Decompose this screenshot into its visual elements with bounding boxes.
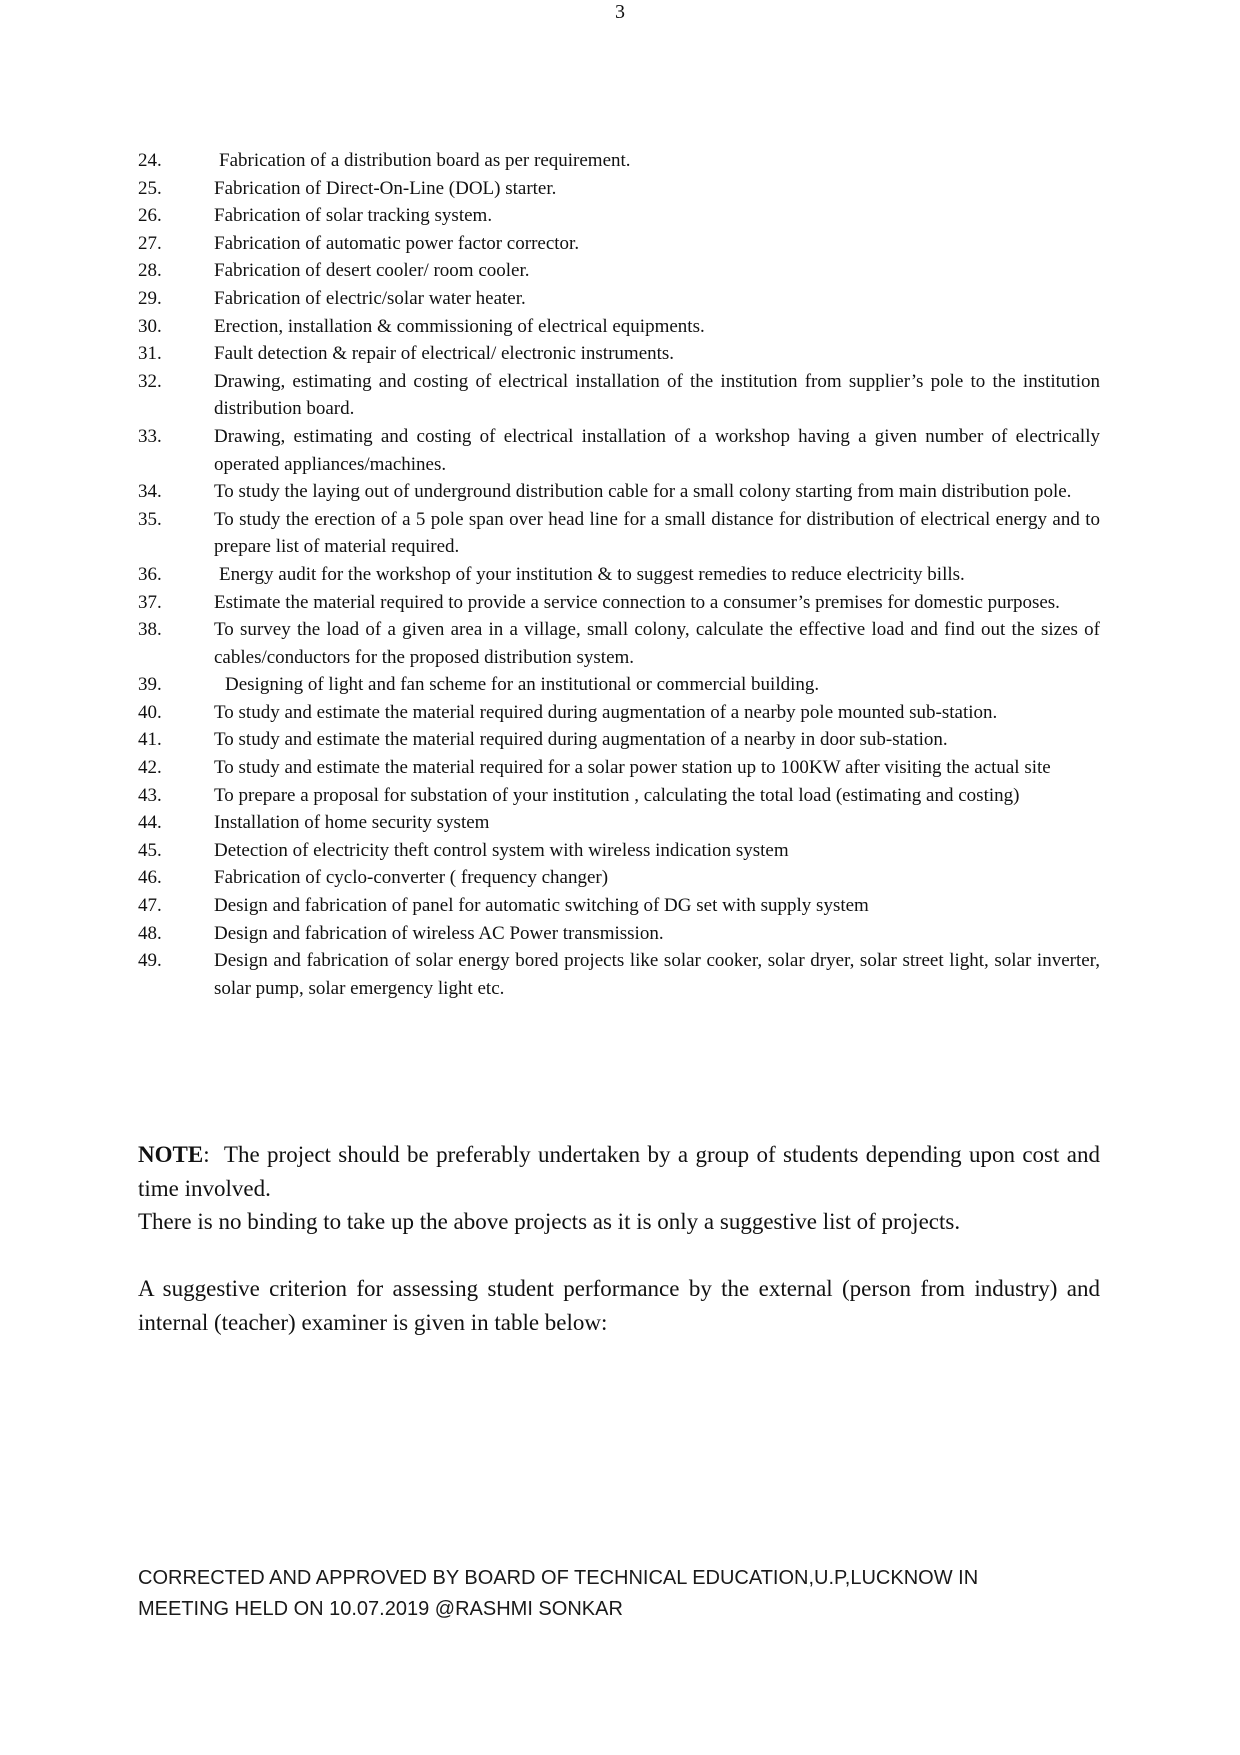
list-item xyxy=(138,864,1100,892)
list-item xyxy=(138,230,1100,258)
list-item xyxy=(138,782,1100,810)
list-item xyxy=(138,285,1100,313)
item-number: 28. xyxy=(138,260,162,282)
item-text: Design and fabrication of wireless AC Power transmission. xyxy=(214,922,664,944)
list-item xyxy=(138,561,1100,589)
item-number: 45. xyxy=(138,839,162,861)
item-number: 24. xyxy=(138,150,162,171)
item-text: Design and fabrication of panel for automatic switching of DG set with supply system xyxy=(214,895,869,917)
item-text: To study and estimate the material required during augmentation of a nearby in door sub-station. xyxy=(214,729,948,751)
list-item xyxy=(138,175,1100,203)
list-item xyxy=(138,257,1100,285)
list-item xyxy=(138,892,1100,920)
item-text: To prepare a proposal for substation of your institution , calculating the total load (estimating and costing) xyxy=(214,784,1020,806)
list-item xyxy=(138,726,1100,754)
footer-line: CORRECTED AND APPROVED BY BOARD OF TECHNICAL EDUCATION,U.P,LUCKNOW IN xyxy=(138,1567,979,1589)
item-text: Fabrication of Direct-On-Line (DOL) starter. xyxy=(214,177,557,199)
list-item xyxy=(138,754,1100,782)
item-text: Fabrication of electric/solar water heater. xyxy=(214,287,526,309)
item-number: 46. xyxy=(138,867,162,889)
item-text: To study the laying out of underground distribution cable for a small colony starting from main distribution pole. xyxy=(214,481,1072,503)
item-number: 43. xyxy=(138,784,162,806)
item-text: Installation of home security system xyxy=(214,812,490,834)
list-item xyxy=(138,809,1100,837)
list-item xyxy=(138,423,1100,478)
list-item xyxy=(138,699,1100,727)
item-text: Detection of electricity theft control system with wireless indication system xyxy=(214,839,789,861)
footer xyxy=(138,1563,1038,1625)
item-number: 36. xyxy=(138,563,162,585)
list-item xyxy=(138,671,1100,699)
item-number: 30. xyxy=(138,315,162,337)
item-text: To study and estimate the material required during augmentation of a nearby pole mounted sub-station. xyxy=(214,701,998,723)
list-item xyxy=(138,589,1100,617)
item-text: Fabrication of desert cooler/ room cooler. xyxy=(214,260,530,282)
item-number: 33. xyxy=(138,425,162,447)
item-number: 34. xyxy=(138,481,162,503)
list-item xyxy=(138,313,1100,341)
item-text: Fabrication of automatic power factor corrector. xyxy=(214,232,580,254)
note-paragraph xyxy=(138,1138,1100,1205)
item-number: 27. xyxy=(138,232,162,254)
item-number: 26. xyxy=(138,205,162,227)
footer-line: MEETING HELD ON 10.07.2019 @RASHMI SONKAR xyxy=(138,1598,623,1620)
item-text: Energy audit for the workshop of your institution & to suggest remedies to reduce electricity bills. xyxy=(219,563,965,585)
criterion-paragraph: A suggestive criterion for assessing student performance by the external (person from industry) and internal (teacher) examiner is given in table below: xyxy=(138,1276,1100,1335)
item-text: Fabrication of a distribution board as per requirement. xyxy=(219,150,631,171)
item-number: 44. xyxy=(138,812,162,834)
item-text: Design and fabrication of solar energy bored projects like solar cooker, solar dryer, solar street light, solar inverter, solar pump, solar emergency light etc. xyxy=(214,950,1100,999)
item-number: 41. xyxy=(138,729,162,751)
item-number: 47. xyxy=(138,895,162,917)
item-text: Fabrication of cyclo-converter ( frequency changer) xyxy=(214,867,609,889)
list-item xyxy=(138,147,1100,175)
item-text: Drawing, estimating and costing of electrical installation of the institution from supplier’s pole to the institution distribution board. xyxy=(214,370,1100,420)
item-text: Erection, installation & commissioning of electrical equipments. xyxy=(214,315,705,337)
note-colon: : xyxy=(203,1142,210,1167)
item-number: 35. xyxy=(138,508,162,530)
list-item xyxy=(138,920,1100,948)
list-item xyxy=(138,947,1100,1002)
list-item xyxy=(138,837,1100,865)
item-text: To study and estimate the material required for a solar power station up to 100KW after visiting the actual site xyxy=(214,757,1051,779)
item-text: To study the erection of a 5 pole span over head line for a small distance for distribution of electrical energy and to prepare list of material required. xyxy=(214,508,1100,558)
list-item xyxy=(138,368,1100,423)
item-number: 49. xyxy=(138,950,162,972)
item-text: Designing of light and fan scheme for an institutional or commercial building. xyxy=(225,674,820,696)
list-item xyxy=(138,478,1100,506)
item-number: 38. xyxy=(138,619,162,641)
item-number: 48. xyxy=(138,922,162,944)
page-number: 3 xyxy=(615,1,625,23)
item-text: To survey the load of a given area in a village, small colony, calculate the effective load and find out the sizes of cables/conductors for the proposed distribution system. xyxy=(214,619,1100,668)
list-item xyxy=(138,616,1100,671)
item-text: Drawing, estimating and costing of electrical installation of a workshop having a given number of electrically operated appliances/machines. xyxy=(214,425,1100,475)
item-text: Estimate the material required to provide a service connection to a consumer’s premises for domestic purposes. xyxy=(214,591,1060,613)
item-number: 39. xyxy=(138,674,162,696)
note-line: There is no binding to take up the above projects as it is only a suggestive list of projects. xyxy=(138,1209,961,1234)
note-label: NOTE xyxy=(138,1142,204,1167)
list-item xyxy=(138,506,1100,561)
note-text: The project should be preferably undertaken by a group of students depending upon cost and time involved. xyxy=(138,1142,1100,1201)
item-number: 42. xyxy=(138,757,162,779)
item-text: Fabrication of solar tracking system. xyxy=(214,205,493,227)
item-number: 37. xyxy=(138,591,162,613)
item-number: 40. xyxy=(138,701,162,723)
item-number: 25. xyxy=(138,177,162,199)
project-list xyxy=(138,147,1100,1002)
item-text: Fault detection & repair of electrical/ electronic instruments. xyxy=(214,343,675,365)
list-item xyxy=(138,340,1100,368)
item-number: 29. xyxy=(138,287,162,309)
item-number: 31. xyxy=(138,343,162,365)
list-item xyxy=(138,202,1100,230)
item-number: 32. xyxy=(138,370,162,392)
note-block xyxy=(138,1138,1100,1239)
